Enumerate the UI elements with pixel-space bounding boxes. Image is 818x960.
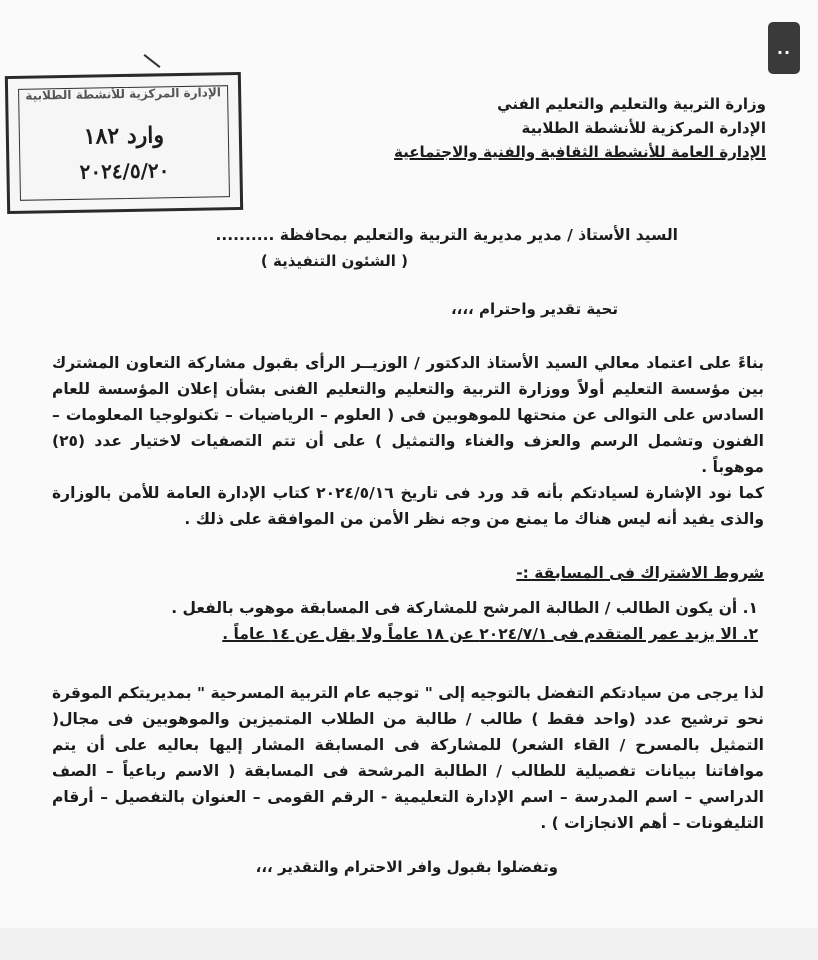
page-bottom-margin (0, 928, 818, 960)
incoming-stamp (5, 72, 243, 214)
body-paragraph-3: لذا يرجى من سيادتكم التفضل بالتوجيه إلى " توجيه عام التربية المسرحية " بمديريتكم الموقرة نحو ترشيح عدد (واحد فقط ) طالب / طالبة من الطلاب المتميزين والموهوبين فى مجال( التمثيل بالمسرح / القاء الشعر) للمشاركة فى المسابقة المشار إليها بعاليه على أن يتم موافاتنا ببيانات تفصيلية للطالب / الطالبة المرشحة فى المسابقة ( الاسم رباعياً – الصف الدراسي – اسم المدرسة – اسم الإدارة التعليمية - الرقم القومى – العنوان بالتفصيل – أرقام التليفونات – أهم الانجازات ) . (52, 684, 764, 832)
addressee-department: ( الشئون التنفيذية ) (260, 252, 408, 270)
general-administration: الإدارة العامة للأنشطة الثقافية والفنية والاجتماعية (394, 143, 766, 161)
stamp-date: ٢٠٢٤/٥/٢٠ (79, 158, 170, 184)
ministry-name: وزارة التربية والتعليم والتعليم الفني (497, 95, 766, 113)
body-paragraph-2: كما نود الإشارة لسيادتكم بأنه قد ورد فى تاريخ ٢٠٢٤/٥/١٦ كتاب الإدارة العامة للأمن بالوزارة والذى يفيد أنه ليس هناك ما يمنع من وجه نظر الأمن من الموافقة على ذلك . (52, 484, 765, 528)
letterhead (394, 92, 766, 164)
stamp-number: وارد ١٨٢ (83, 122, 165, 150)
addressee-line: السيد الأستاذ / مدير مديرية التربية والتعليم بمحافظة .......... (215, 226, 678, 244)
body-paragraph-1: بناءً على اعتماد معالي السيد الأستاذ الدكتور / الوزيــر الرأى بقبول مشاركة التعاون المشترك بين مؤسسة التعليم أولاً ووزارة التربية والتعليم والتعليم الفنى بشأن إعلان المؤسسة للعام السادس على التوالى عن منحتها للموهوبين فى ( العلوم – الرياضيات – تكنولوجيا المعلومات – الفنون وتشمل الرسم والعزف والغناء والتمثيل ) على أن تتم التصفيات لاختيار عدد (٢٥) موهوباً . (52, 354, 764, 476)
pen-mark (144, 54, 161, 68)
more-options-button[interactable]: .. (768, 22, 800, 74)
stamp-title: الإدارة المركزية للأنشطة الطلابية (25, 85, 222, 103)
condition-item-1: ١. أن يكون الطالب / الطالبة المرشح للمشاركة فى المسابقة موهوب بالفعل . (171, 599, 758, 617)
greeting: تحية تقدير واحترام ،،،، (450, 300, 618, 318)
closing-line: وتفضلوا بقبول وافر الاحترام والتقدير ،،، (255, 858, 558, 876)
conditions-title: شروط الاشتراك فى المسابقة :- (516, 564, 764, 582)
condition-item-2: ٢. الا يزيد عمر المتقدم فى ٢٠٢٤/٧/١ عن ١٨ عاماً ولا يقل عن ١٤ عاماً . (222, 625, 758, 643)
central-administration: الإدارة المركزية للأنشطة الطلابية (521, 119, 766, 137)
